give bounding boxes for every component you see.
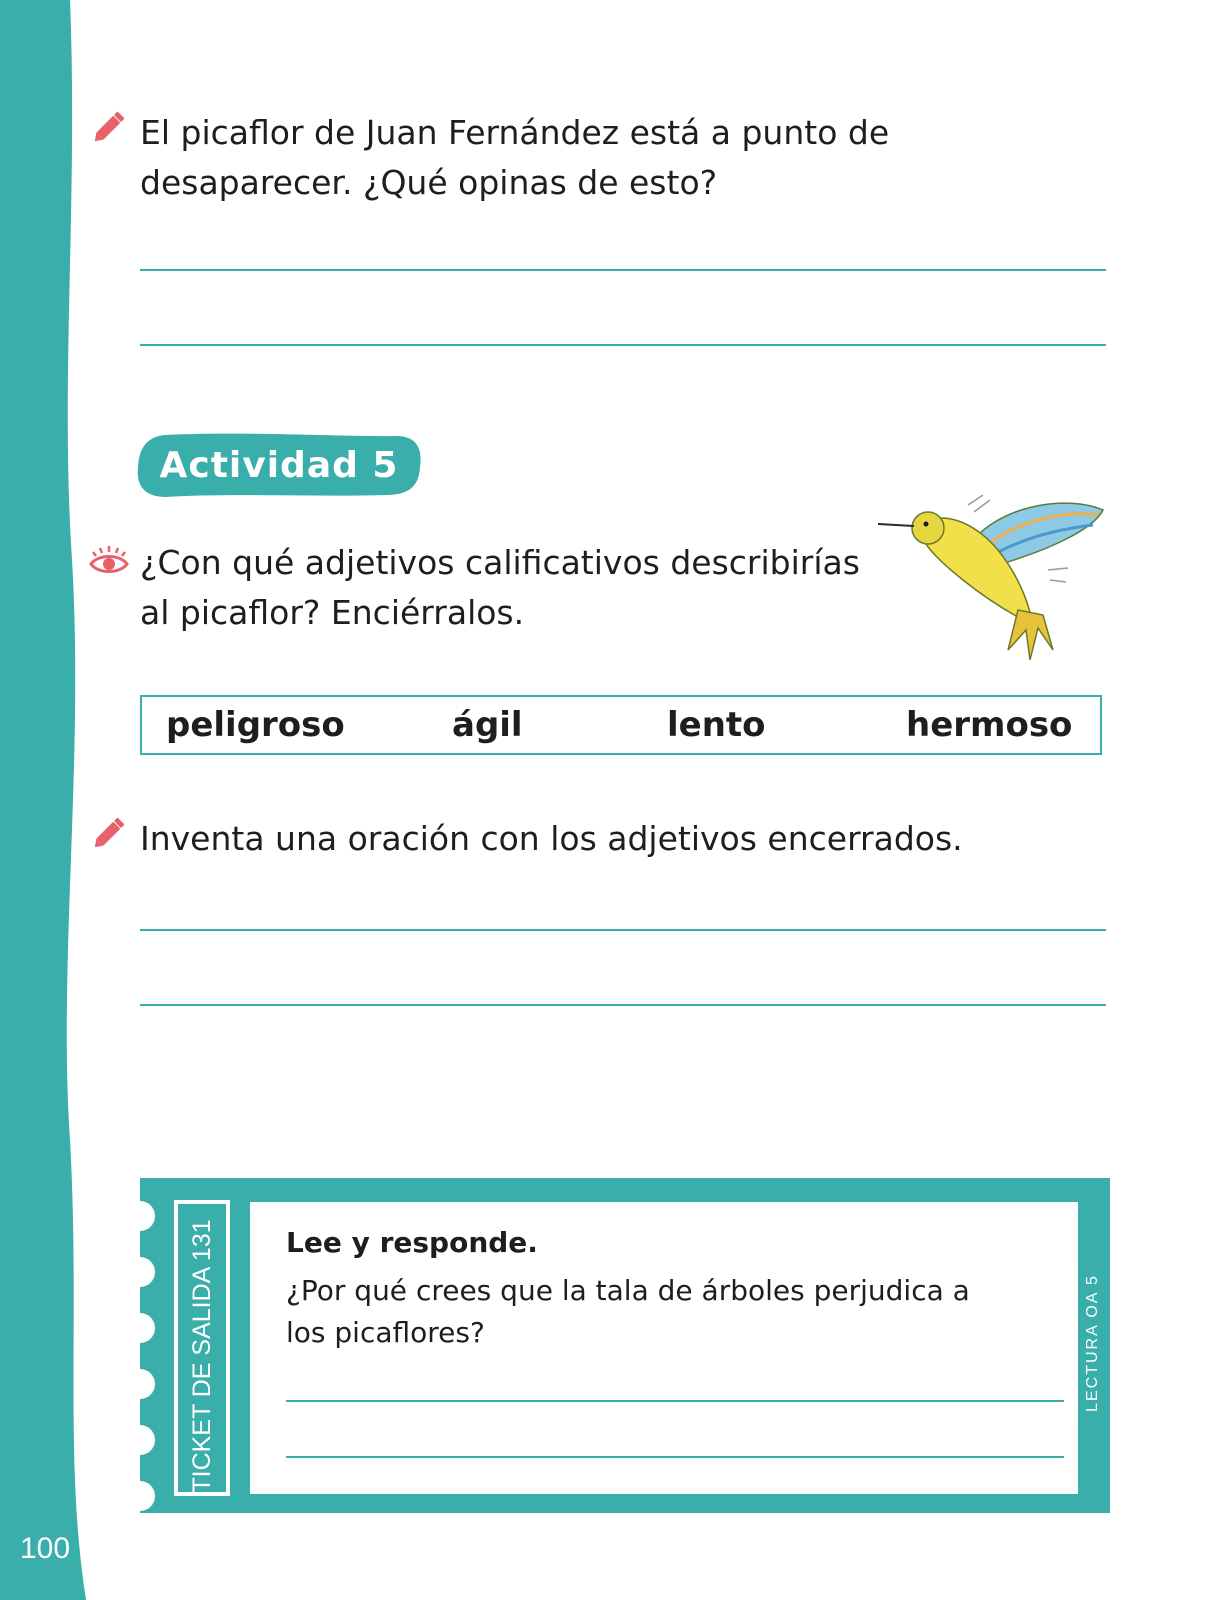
adjective-options bbox=[140, 695, 1102, 755]
exit-ticket bbox=[140, 1178, 1110, 1513]
hummingbird-illustration bbox=[878, 490, 1108, 670]
task3-question: Inventa una oración con los adjetivos encerrados. bbox=[140, 819, 963, 858]
answer-line[interactable] bbox=[140, 1004, 1106, 1006]
adjective-option[interactable]: hermoso bbox=[906, 705, 1073, 745]
eye-icon bbox=[88, 540, 130, 582]
ticket-question: ¿Por qué crees que la tala de árboles perjudica a los picaflores? bbox=[286, 1274, 970, 1349]
answer-line[interactable] bbox=[286, 1400, 1064, 1402]
pencil-icon bbox=[88, 812, 130, 854]
pencil-icon bbox=[88, 106, 130, 148]
answer-line[interactable] bbox=[140, 269, 1106, 271]
ticket-heading: Lee y responde. bbox=[286, 1226, 538, 1259]
activity-badge bbox=[136, 433, 422, 499]
task1-question: El picaflor de Juan Fernández está a punto de desaparecer. ¿Qué opinas de esto? bbox=[140, 113, 890, 202]
adjective-option[interactable]: lento bbox=[667, 705, 766, 745]
task2-question: ¿Con qué adjetivos calificativos describirías al picaflor? Enciérralos. bbox=[140, 543, 860, 632]
activity-title: Actividad 5 bbox=[159, 445, 399, 486]
answer-line[interactable] bbox=[286, 1456, 1064, 1458]
ticket-side-label: TICKET DE SALIDA 131 bbox=[188, 1219, 216, 1493]
adjective-option[interactable]: peligroso bbox=[166, 705, 345, 745]
answer-line[interactable] bbox=[140, 344, 1106, 346]
ticket-right-label: LECTURA OA 5 bbox=[1084, 1274, 1101, 1412]
page-number: 100 bbox=[20, 1532, 71, 1565]
adjective-option[interactable]: ágil bbox=[452, 705, 523, 745]
side-band bbox=[0, 0, 110, 1600]
answer-line[interactable] bbox=[140, 929, 1106, 931]
